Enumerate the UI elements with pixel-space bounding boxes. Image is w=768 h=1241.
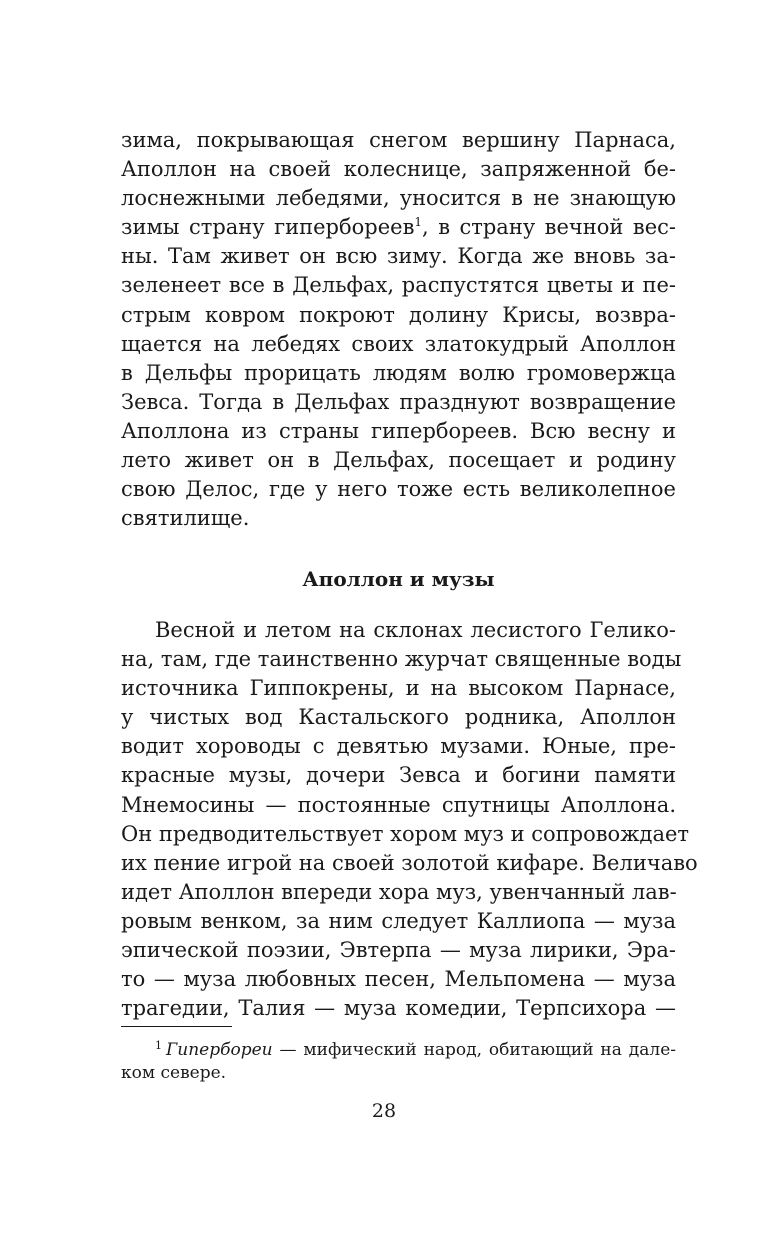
footnote-divider (121, 1026, 232, 1027)
text-line: в Дельфы прорицать людям волю громовержца (121, 360, 676, 385)
footnote-mark: 1 (155, 1039, 162, 1052)
text-line: Аполлона из страны гипербореев. Всю весну и (121, 418, 676, 443)
text-line: идет Аполлон впереди хора муз, увенчанный лав- (121, 879, 677, 904)
text-line: ны. Там живет он всю зиму. Когда же вновь за- (121, 244, 676, 269)
page-number: 28 (371, 1100, 397, 1122)
text-line: трагедии, Талия — муза комедии, Терпсихора — (121, 996, 676, 1021)
text-line: источника Гиппокрены, и на высоком Парнасе, (121, 676, 676, 701)
footnote (121, 1034, 676, 1085)
text-line: то — муза любовных песен, Мельпомена — муза (121, 967, 676, 992)
text-line: лето живет он в Дельфах, посещает и родину (121, 448, 676, 473)
footnote-text: — мифический народ, обитающий на дале- (272, 1040, 676, 1060)
text-line: красные музы, дочери Зевса и богини памяти (121, 763, 676, 788)
text-line: у чистых вод Кастальского родника, Аполлон (121, 705, 676, 730)
text-fragment: , в страну вечной вес- (422, 215, 676, 240)
text-line: зима, покрывающая снегом вершину Парнаса, (121, 128, 676, 152)
text-line: Зевса. Тогда в Дельфах празднуют возвращение (121, 389, 676, 414)
text-line: щается на лебедях своих златокудрый Аполлон (121, 331, 676, 356)
text-line: Мнемосины — постоянные спутницы Аполлона. (121, 792, 676, 817)
footnote-reference[interactable]: 1 (414, 215, 423, 230)
section-title: Аполлон и музы (302, 567, 495, 591)
main-paragraph (121, 616, 698, 1023)
text-line: святилище. (121, 506, 250, 531)
footnote-term: Гипербореи (166, 1040, 273, 1060)
text-line: на, там, где таинственно журчат священные воды (121, 647, 682, 672)
text-line: свою Делос, где у него тоже есть великолепное (121, 477, 676, 502)
text-line: лоснежными лебедями, уносится в не знающую (121, 186, 676, 211)
text-line: Весной и летом на склонах лесистого Гелико- (155, 618, 676, 642)
text-line: Он предводительствует хором муз и сопровождает (121, 821, 690, 846)
text-line: их пение игрой на своей золотой кифаре. Величаво (121, 850, 698, 875)
text-line: Аполлон на своей колеснице, запряженной бе- (121, 157, 676, 182)
text-fragment: зимы страну гипербореев (121, 215, 415, 240)
text-line: зеленеет все в Дельфах, распустятся цветы и пе- (121, 273, 676, 298)
top-paragraph (121, 126, 676, 533)
text-line-with-footnote-ref (121, 213, 676, 242)
footnote-line: ком севере. (121, 1063, 227, 1083)
footnote-line (121, 1034, 676, 1062)
text-line: водит хороводы с девятью музами. Юные, пре- (121, 734, 676, 759)
text-line: эпической поэзии, Эвтерпа — муза лирики, Эра- (121, 938, 676, 963)
text-line: ровым венком, за ним следует Каллиопа — муза (121, 908, 676, 933)
text-line: стрым ковром покроют долину Крисы, возвра- (121, 302, 676, 327)
